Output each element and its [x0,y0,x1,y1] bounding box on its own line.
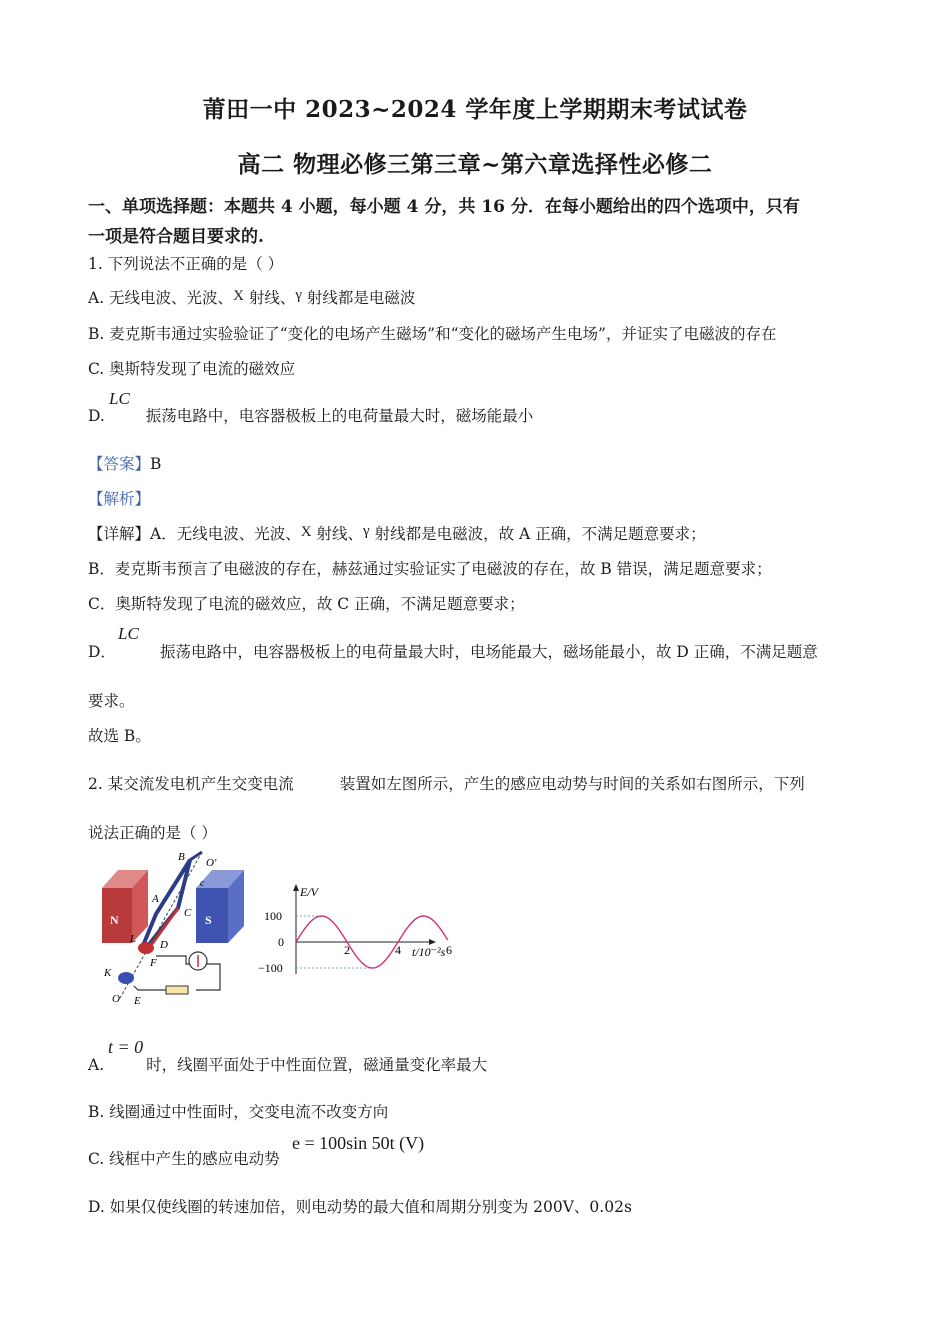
detail-x-ray-symbol: X [300,524,312,540]
q1-detail-b: B．麦克斯韦预言了电磁波的存在，赫兹通过实验证实了电磁波的存在，故 B 错误，满足题意要求； [88,560,772,578]
q2-option-a-text: 时，线圈平面处于中性面位置，磁通量变化率最大 [146,1056,488,1074]
q1-option-d-text: 振荡电路中，电容器极板上的电荷量最大时，磁场能最小 [145,407,534,425]
q1-detail-a-mid: 射线、 [311,525,363,543]
magnet-s-front [196,888,228,943]
analysis-tag: 【解析】 [88,490,151,508]
emf-time-chart [258,878,458,978]
q1-option-a-mid: 射线、 [243,289,296,307]
q1-option-a-pre: A. 无线电波、光波、 [88,289,234,307]
circuit-upper [156,956,220,990]
label-k: K [104,967,112,979]
label-e: E [134,995,141,1007]
q2-option-b: B. 线圈通过中性面时，交变电流不改变方向 [88,1103,389,1121]
section-heading-line2: 一项是符合题目要求的. [88,227,264,247]
q1-detail-d-text: 振荡电路中，电容器极板上的电荷量最大时，电场能最大，磁场能最小，故 D 正确，不满足题意 [159,643,818,661]
q1-detail-a-post: 射线都是电磁波，故 A 正确，不满足题意要求； [369,525,706,543]
exam-subtitle: 高二 物理必修三第三章~第六章选择性必修二 [237,151,713,178]
q1-detail-d-math: LC [118,624,139,643]
label-b: B [178,851,185,863]
y-tick-label: 0 [278,935,284,949]
x-tick-label: 4 [395,943,401,957]
q1-option-c: C. 奥斯特发现了电流的磁效应 [88,360,296,378]
q1-detail-d-cont: 要求。 [88,692,135,710]
section-heading-line1: 一、单项选择题：本题共 4 小题，每小题 4 分，共 16 分．在每小题给出的四个选项中，只有 [88,197,800,217]
q2-option-c-math: e = 100sin 50t (V) [292,1133,425,1153]
answer-tag: 【答案】 [88,455,151,473]
q1-detail-a [88,522,706,544]
label-c-small: c [200,878,205,889]
detail-gamma-symbol: γ [363,523,370,539]
label-f: F [150,957,157,969]
label-o-top: O′ [206,857,217,869]
q2-option-a [88,1053,487,1075]
y-tick-label: −100 [258,961,283,975]
x-tick-label: 2 [344,943,350,957]
label-c: C [184,907,192,919]
q1-stem: 1. 下列说法不正确的是（ ） [88,255,284,273]
label-s: S [205,913,212,927]
detail-tag: 【详解】 [88,525,151,543]
generator-figure [96,848,256,1008]
y-axis-arrow [293,884,299,891]
q2-stem-part1: 2. 某交流发电机产生交变电流 [88,775,294,793]
y-axis-label: E/V [300,885,318,899]
resistor [166,986,188,994]
slip-ring-l [138,942,154,954]
answer-value: B [150,455,162,473]
q2-option-a-label: A. [88,1056,105,1074]
y-tick-label: 100 [264,909,282,923]
label-d: D [160,939,168,951]
q2-option-d: D. 如果仅使线圈的转速加倍，则电动势的最大值和周期分别变为 200V、0.02s [88,1198,632,1216]
q1-option-a [88,286,415,308]
x-ray-symbol: X [233,288,244,304]
q1-detail-a-pre: A．无线电波、光波、 [150,525,301,543]
label-a: A [152,893,159,905]
q1-answer [88,452,161,474]
q1-option-d [88,404,533,426]
x-axis-label: t/10⁻²s [412,945,446,959]
slip-ring-k [118,972,134,984]
q2-option-c [88,1147,280,1169]
q1-detail-d-label: D． [88,643,116,661]
label-o-bottom: O [112,993,120,1005]
q1-detail-d [88,640,818,662]
q2-option-c-text: C. 线框中产生的感应电动势 [88,1150,280,1168]
label-n: N [110,913,119,927]
circuit-lower [134,986,166,990]
q2-stem-line2: 说法正确的是（ ） [88,824,217,842]
q1-option-d-math: LC [109,389,130,408]
q1-detail-c: C．奥斯特发现了电流的磁效应，故 C 正确，不满足题意要求； [88,595,525,613]
q2-stem-part2: 装置如左图所示，产生的感应电动势与时间的关系如右图所示，下列 [339,775,805,793]
gamma-symbol: γ [295,287,302,303]
q1-option-a-post: 射线都是电磁波 [301,289,416,307]
q1-option-d-label: D. [88,407,110,425]
q2-option-a-math: t = 0 [108,1037,144,1057]
exam-title: 莆田一中 2023~2024 学年度上学期期末考试试卷 [202,96,748,123]
q1-conclusion: 故选 B。 [88,727,151,745]
q1-option-b: B. 麦克斯韦通过实验验证了“变化的电场产生磁场”和“变化的磁场产生电场”，并证实了电磁波的存在 [88,325,777,343]
q2-stem [88,772,805,794]
label-l: L [130,933,137,945]
x-tick-label: 6 [446,943,452,957]
